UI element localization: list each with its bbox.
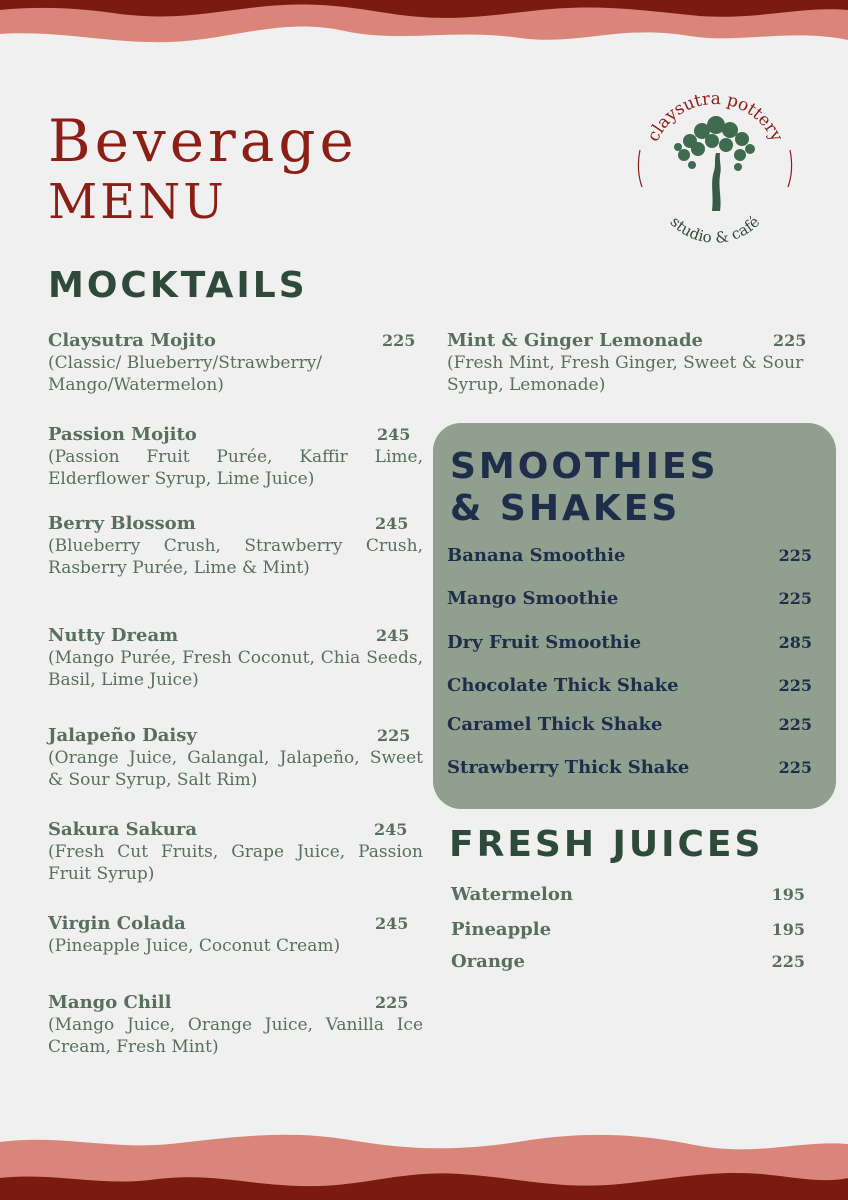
title-line-2: MENU [48,174,227,230]
juice-item [451,918,805,942]
item-name: Jalapeño Daisy [48,725,197,746]
item-price: 285 [778,633,812,652]
claysutra-logo [630,75,800,255]
item-description: (Mango Purée, Fresh Coconut, Chia Seeds, Basil, Lime Juice) [48,648,423,690]
item-name: Chocolate Thick Shake [447,675,679,696]
item-name: Virgin Colada [48,913,186,934]
juice-item [451,950,805,974]
item-price: 225 [382,331,416,350]
item-price: 245 [375,514,409,533]
smoothie-item [447,631,812,655]
mocktail-item [48,992,423,1058]
title-line-1: Beverage [48,107,358,175]
item-name: Berry Blossom [48,513,196,534]
mocktail-item [48,625,423,691]
item-name: Watermelon [451,884,573,905]
item-name: Strawberry Thick Shake [447,757,690,778]
item-price: 225 [377,726,411,745]
item-description: (Pineapple Juice, Coconut Cream) [48,936,341,956]
item-name: Caramel Thick Shake [447,714,663,735]
item-price: 225 [375,993,409,1012]
mocktail-item [447,330,812,396]
item-description: (Fresh Cut Fruits, Grape Juice, Passion Fruit Syrup) [48,842,423,884]
item-name: Orange [451,951,525,972]
item-name: Mango Smoothie [447,588,619,609]
mocktail-item [48,424,423,490]
item-name: Mint & Ginger Lemonade [447,330,703,351]
fresh-juices-heading: FRESH JUICES [449,824,764,865]
mocktail-item [48,819,423,885]
mocktail-item [48,725,423,791]
smoothie-item [447,713,812,737]
item-description: (Mango Juice, Orange Juice, Vanilla Ice Cream, Fresh Mint) [48,1015,423,1057]
juice-item [451,883,805,907]
tree-icon [674,116,755,211]
item-description: (Passion Fruit Purée, Kaffir Lime, Elderflower Syrup, Lime Juice) [48,447,423,489]
mocktail-item [48,513,423,579]
item-description: (Blueberry Crush, Strawberry Crush, Rasberry Purée, Lime & Mint) [48,536,423,578]
mocktail-item [48,330,423,396]
item-name: Pineapple [451,919,552,940]
item-description: (Orange Juice, Galangal, Jalapeño, Sweet & Sour Syrup, Salt Rim) [48,748,423,790]
item-price: 225 [778,546,812,565]
item-name: Nutty Dream [48,625,179,646]
item-price: 245 [374,820,408,839]
smoothie-item [447,674,812,698]
item-name: Passion Mojito [48,424,197,445]
smoothies-heading [450,446,719,530]
mocktails-heading: MOCKTAILS [48,265,308,306]
item-name: Mango Chill [48,992,172,1013]
logo-bottom-text: studio & café [666,212,764,247]
smoothies-heading-line-2: & SHAKES [450,488,681,529]
smoothie-item [447,756,812,780]
item-name: Sakura Sakura [48,819,198,840]
item-price: 225 [771,952,805,971]
item-price: 225 [778,715,812,734]
item-price: 225 [778,676,812,695]
item-name: Dry Fruit Smoothie [447,632,642,653]
logo-top-text: claysutra pottery [643,88,787,145]
item-description: (Fresh Mint, Fresh Ginger, Sweet & Sour Syrup, Lemonade) [447,353,804,395]
item-price: 225 [778,758,812,777]
item-price: 225 [778,589,812,608]
item-price: 195 [771,920,805,939]
item-price: 195 [771,885,805,904]
item-price: 225 [773,331,807,350]
smoothies-heading-line-1: SMOOTHIES [450,446,719,487]
bottom-wave-decoration [0,1130,848,1200]
top-wave-decoration [0,0,848,60]
item-name: Banana Smoothie [447,545,626,566]
item-description: (Classic/ Blueberry/Strawberry/ Mango/Watermelon) [48,353,323,395]
mocktail-item [48,913,423,957]
menu-title [48,107,358,230]
item-name: Claysutra Mojito [48,330,216,351]
item-price: 245 [375,914,409,933]
item-price: 245 [376,626,410,645]
item-price: 245 [377,425,411,444]
smoothie-item [447,544,812,568]
smoothie-item [447,587,812,611]
